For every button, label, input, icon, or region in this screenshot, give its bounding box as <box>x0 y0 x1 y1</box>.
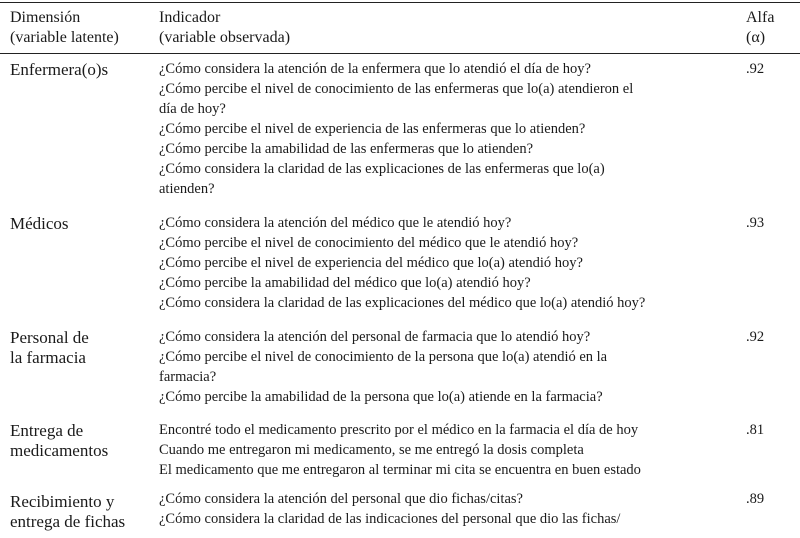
indicator-line: ¿Cómo percibe el nivel de conocimiento del médico que le atendió hoy? <box>159 235 579 251</box>
row-dimension: Recibimiento y entrega de fichas <box>10 492 126 531</box>
indicator-line: Encontré todo el medicamento prescrito por el médico en la farmacia el día de hoy <box>159 422 639 438</box>
row-alpha: .92 <box>746 61 765 77</box>
row-indicators <box>159 489 620 529</box>
indicator-line: ¿Cómo percibe la amabilidad de las enfermeras que lo atienden? <box>159 141 534 157</box>
row-alpha: .81 <box>746 422 765 438</box>
row-indicators <box>159 213 645 313</box>
row-alpha: .92 <box>746 329 765 345</box>
indicator-line: ¿Cómo percibe la amabilidad de la persona que lo(a) atiende en la farmacia? <box>159 389 603 405</box>
header-indicator: Indicador (variable observada) <box>159 9 291 46</box>
indicator-line: ¿Cómo considera la atención de la enfermera que lo atendió el día de hoy? <box>159 61 591 77</box>
header-alpha: Alfa (α) <box>746 9 775 46</box>
indicator-line: farmacia? <box>159 369 217 385</box>
row-indicators <box>159 59 633 199</box>
indicator-line: ¿Cómo considera la atención del médico que le atendió hoy? <box>159 215 512 231</box>
row-alpha: .89 <box>746 491 765 507</box>
row-indicators <box>159 327 607 407</box>
indicator-line: ¿Cómo considera la atención del personal que dio fichas/citas? <box>159 491 523 507</box>
top-rule <box>0 2 800 3</box>
indicator-line: ¿Cómo percibe el nivel de experiencia del médico que lo(a) atendió hoy? <box>159 255 583 271</box>
row-dimension: Personal de la farmacia <box>10 328 89 367</box>
indicator-line: ¿Cómo percibe el nivel de conocimiento de las enfermeras que lo(a) atendieron el <box>159 81 634 97</box>
header-dimension: Dimensión (variable latente) <box>10 9 119 46</box>
indicator-line: ¿Cómo considera la atención del personal de farmacia que lo atendió hoy? <box>159 329 591 345</box>
indicator-line: atienden? <box>159 181 215 197</box>
indicator-line: ¿Cómo considera la claridad de las indicaciones del personal que dio las fichas/ <box>159 511 621 527</box>
indicator-line: ¿Cómo considera la claridad de las explicaciones del médico que lo(a) atendió hoy? <box>159 295 646 311</box>
row-indicators <box>159 420 641 480</box>
indicator-line: ¿Cómo considera la claridad de las explicaciones de las enfermeras que lo(a) <box>159 161 605 177</box>
row-dimension: Enfermera(o)s <box>10 60 109 79</box>
indicator-line: ¿Cómo percibe el nivel de conocimiento de la persona que lo(a) atendió en la <box>159 349 608 365</box>
row-alpha: .93 <box>746 215 765 231</box>
indicator-line: Cuando me entregaron mi medicamento, se me entregó la dosis completa <box>159 442 584 458</box>
row-dimension: Médicos <box>10 214 69 233</box>
row-dimension: Entrega de medicamentos <box>10 421 109 460</box>
indicator-line: ¿Cómo percibe la amabilidad del médico que lo(a) atendió hoy? <box>159 275 531 291</box>
indicator-line: día de hoy? <box>159 101 226 117</box>
header-rule <box>0 53 800 54</box>
indicator-line: ¿Cómo percibe el nivel de experiencia de las enfermeras que lo atienden? <box>159 121 586 137</box>
indicator-line: El medicamento que me entregaron al terminar mi cita se encuentra en buen estado <box>159 462 641 478</box>
